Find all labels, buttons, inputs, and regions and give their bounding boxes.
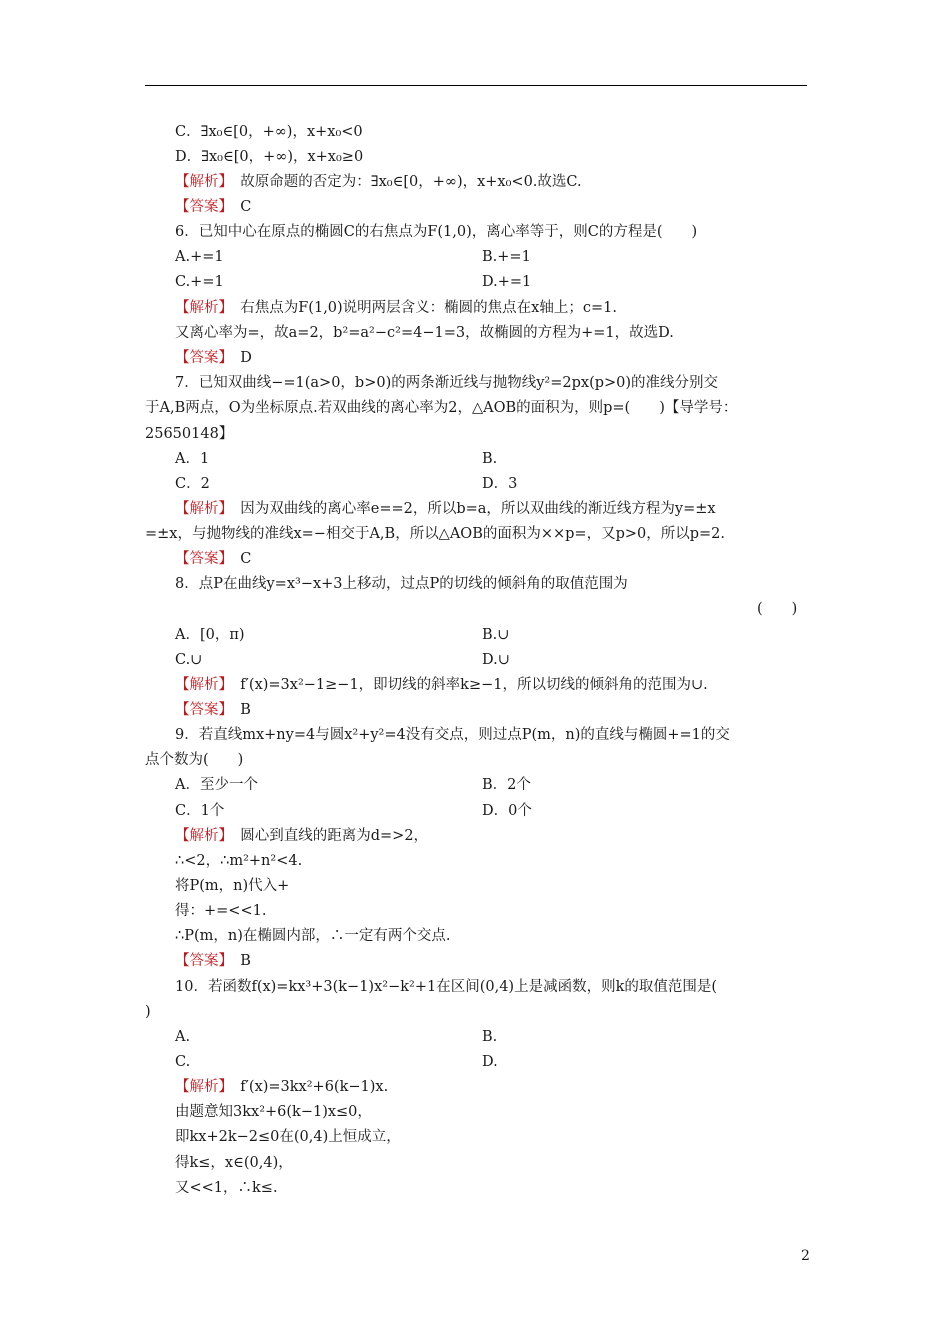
q9-analysis-line2: ∴<2，∴m²+n²<4.: [175, 853, 303, 869]
analysis-text: f′(x)=3kx²+6(k−1)x.: [225, 1079, 389, 1095]
analysis-tag: 【解析】: [175, 1079, 226, 1095]
analysis-text: 因为双曲线的离心率e==2，所以b=a，所以双曲线的渐近线方程为y=±x: [225, 501, 716, 517]
answer-tag: 【答案】: [175, 551, 226, 567]
q10-option-d: D.: [482, 1054, 498, 1070]
q10-option-b: B.: [482, 1029, 498, 1045]
q9-analysis-line5: ∴P(m，n)在椭圆内部，∴一定有两个交点.: [175, 928, 451, 944]
q7-option-b: B.: [482, 451, 498, 467]
q9-analysis-line4: 得：+=<<1.: [175, 903, 267, 919]
q8-option-c: C.∪: [175, 652, 203, 668]
q6-option-c: C.+=1: [175, 274, 224, 290]
analysis-tag: 【解析】: [175, 677, 226, 693]
q9-stem-line2: 点个数为( ): [145, 752, 244, 768]
q8-option-a: A．[0，π): [175, 627, 245, 643]
analysis-tag: 【解析】: [175, 501, 226, 517]
answer-tag: 【答案】: [175, 953, 226, 969]
q9-option-a: A．至少一个: [175, 777, 258, 793]
analysis-tag: 【解析】: [175, 174, 226, 190]
q7-option-c: C．2: [175, 476, 210, 492]
q10-analysis-line2: 由题意知3kx²+6(k−1)x≤0，: [175, 1104, 372, 1120]
q7-option-a: A．1: [175, 451, 210, 467]
q10-analysis-line3: 即kx+2k−2≤0在(0,4)上恒成立，: [175, 1129, 401, 1145]
answer-text: D: [225, 350, 252, 366]
answer-text: B: [225, 953, 251, 969]
analysis-tag: 【解析】: [175, 300, 226, 316]
q10-option-c: C.: [175, 1054, 191, 1070]
q9-option-c: C．1个: [175, 803, 225, 819]
answer-text: B: [225, 702, 251, 718]
q10-analysis-line4: 得k≤，x∈(0,4)，: [175, 1155, 293, 1171]
option-d: D．∃x₀∈[0，+∞)，x+x₀≥0: [175, 149, 364, 165]
q7-stem-line2: 于A,B两点，O为坐标原点.若双曲线的离心率为2，△AOB的面积为，则p=( )【导学号：: [145, 400, 738, 416]
q9-option-b: B．2个: [482, 777, 531, 793]
q8-option-b: B.∪: [482, 627, 510, 643]
q6-answer: [175, 348, 252, 368]
header-rule: [145, 85, 807, 86]
q10-analysis: [175, 1077, 388, 1097]
q6-option-b: B.+=1: [482, 249, 531, 265]
q9-analysis-line3: 将P(m，n)代入+: [175, 878, 290, 894]
q10-option-a: A.: [175, 1029, 191, 1045]
option-c: C．∃x₀∈[0，+∞)，x+x₀<0: [175, 124, 363, 140]
q10-analysis-line5: 又<<1，∴k≤.: [175, 1180, 278, 1196]
analysis-text: f′(x)=3x²−1≥−1，即切线的斜率k≥−1，所以切线的倾斜角的范围为∪.: [225, 677, 708, 693]
q9-stem-line1: 9．若直线mx+ny=4与圆x²+y²=4没有交点，则过点P(m，n)的直线与椭圆+=1的交: [175, 727, 730, 743]
q7-option-d: D．3: [482, 476, 518, 492]
q6-option-d: D.+=1: [482, 274, 532, 290]
q6-analysis: [175, 298, 617, 318]
q9-analysis: [175, 826, 428, 846]
q8-stem: 8．点P在曲线y=x³−x+3上移动，过点P的切线的倾斜角的取值范围为: [175, 576, 628, 592]
q6-analysis-line2: 又离心率为=，故a=2，b²=a²−c²=4−1=3，故椭圆的方程为+=1，故选D.: [175, 325, 674, 341]
q7-stem-line1: 7．已知双曲线−=1(a>0，b>0)的两条渐近线与抛物线y²=2px(p>0)的准线分别交: [175, 375, 719, 391]
q10-stem-line2: ): [145, 1004, 151, 1020]
q7-stem-line3: 25650148】: [145, 426, 234, 442]
q9-answer: [175, 951, 251, 971]
q6-stem: 6．已知中心在原点的椭圆C的右焦点为F(1,0)，离心率等于，则C的方程是( ): [175, 224, 698, 240]
q8-analysis: [175, 675, 708, 695]
analysis-text: 右焦点为F(1,0)说明两层含义：椭圆的焦点在x轴上；c=1.: [225, 300, 617, 316]
q5-answer: [175, 197, 251, 217]
analysis-text: 故原命题的否定为：∃x₀∈[0，+∞)，x+x₀<0.故选C.: [225, 174, 582, 190]
q10-stem-line1: 10．若函数f(x)=kx³+3(k−1)x²−k²+1在区间(0,4)上是减函数，则k的取值范围是(: [175, 979, 718, 995]
answer-tag: 【答案】: [175, 350, 226, 366]
answer-text: C: [225, 199, 252, 215]
analysis-tag: 【解析】: [175, 828, 226, 844]
answer-text: C: [225, 551, 252, 567]
q8-answer-paren: ( ): [757, 601, 798, 617]
q7-answer: [175, 549, 251, 569]
q8-answer: [175, 700, 251, 720]
answer-tag: 【答案】: [175, 702, 226, 718]
q5-analysis: [175, 172, 582, 192]
analysis-text: 圆心到直线的距离为d=>2，: [225, 828, 429, 844]
q8-option-d: D.∪: [482, 652, 510, 668]
q6-option-a: A.+=1: [175, 249, 224, 265]
q7-analysis-line2: =±x，与抛物线的准线x=−相交于A,B，所以△AOB的面积为××p=，又p>0，所以p=2.: [145, 526, 726, 542]
page-number: 2: [801, 1248, 810, 1264]
q9-option-d: D．0个: [482, 803, 532, 819]
answer-tag: 【答案】: [175, 199, 226, 215]
q7-analysis: [175, 499, 716, 519]
